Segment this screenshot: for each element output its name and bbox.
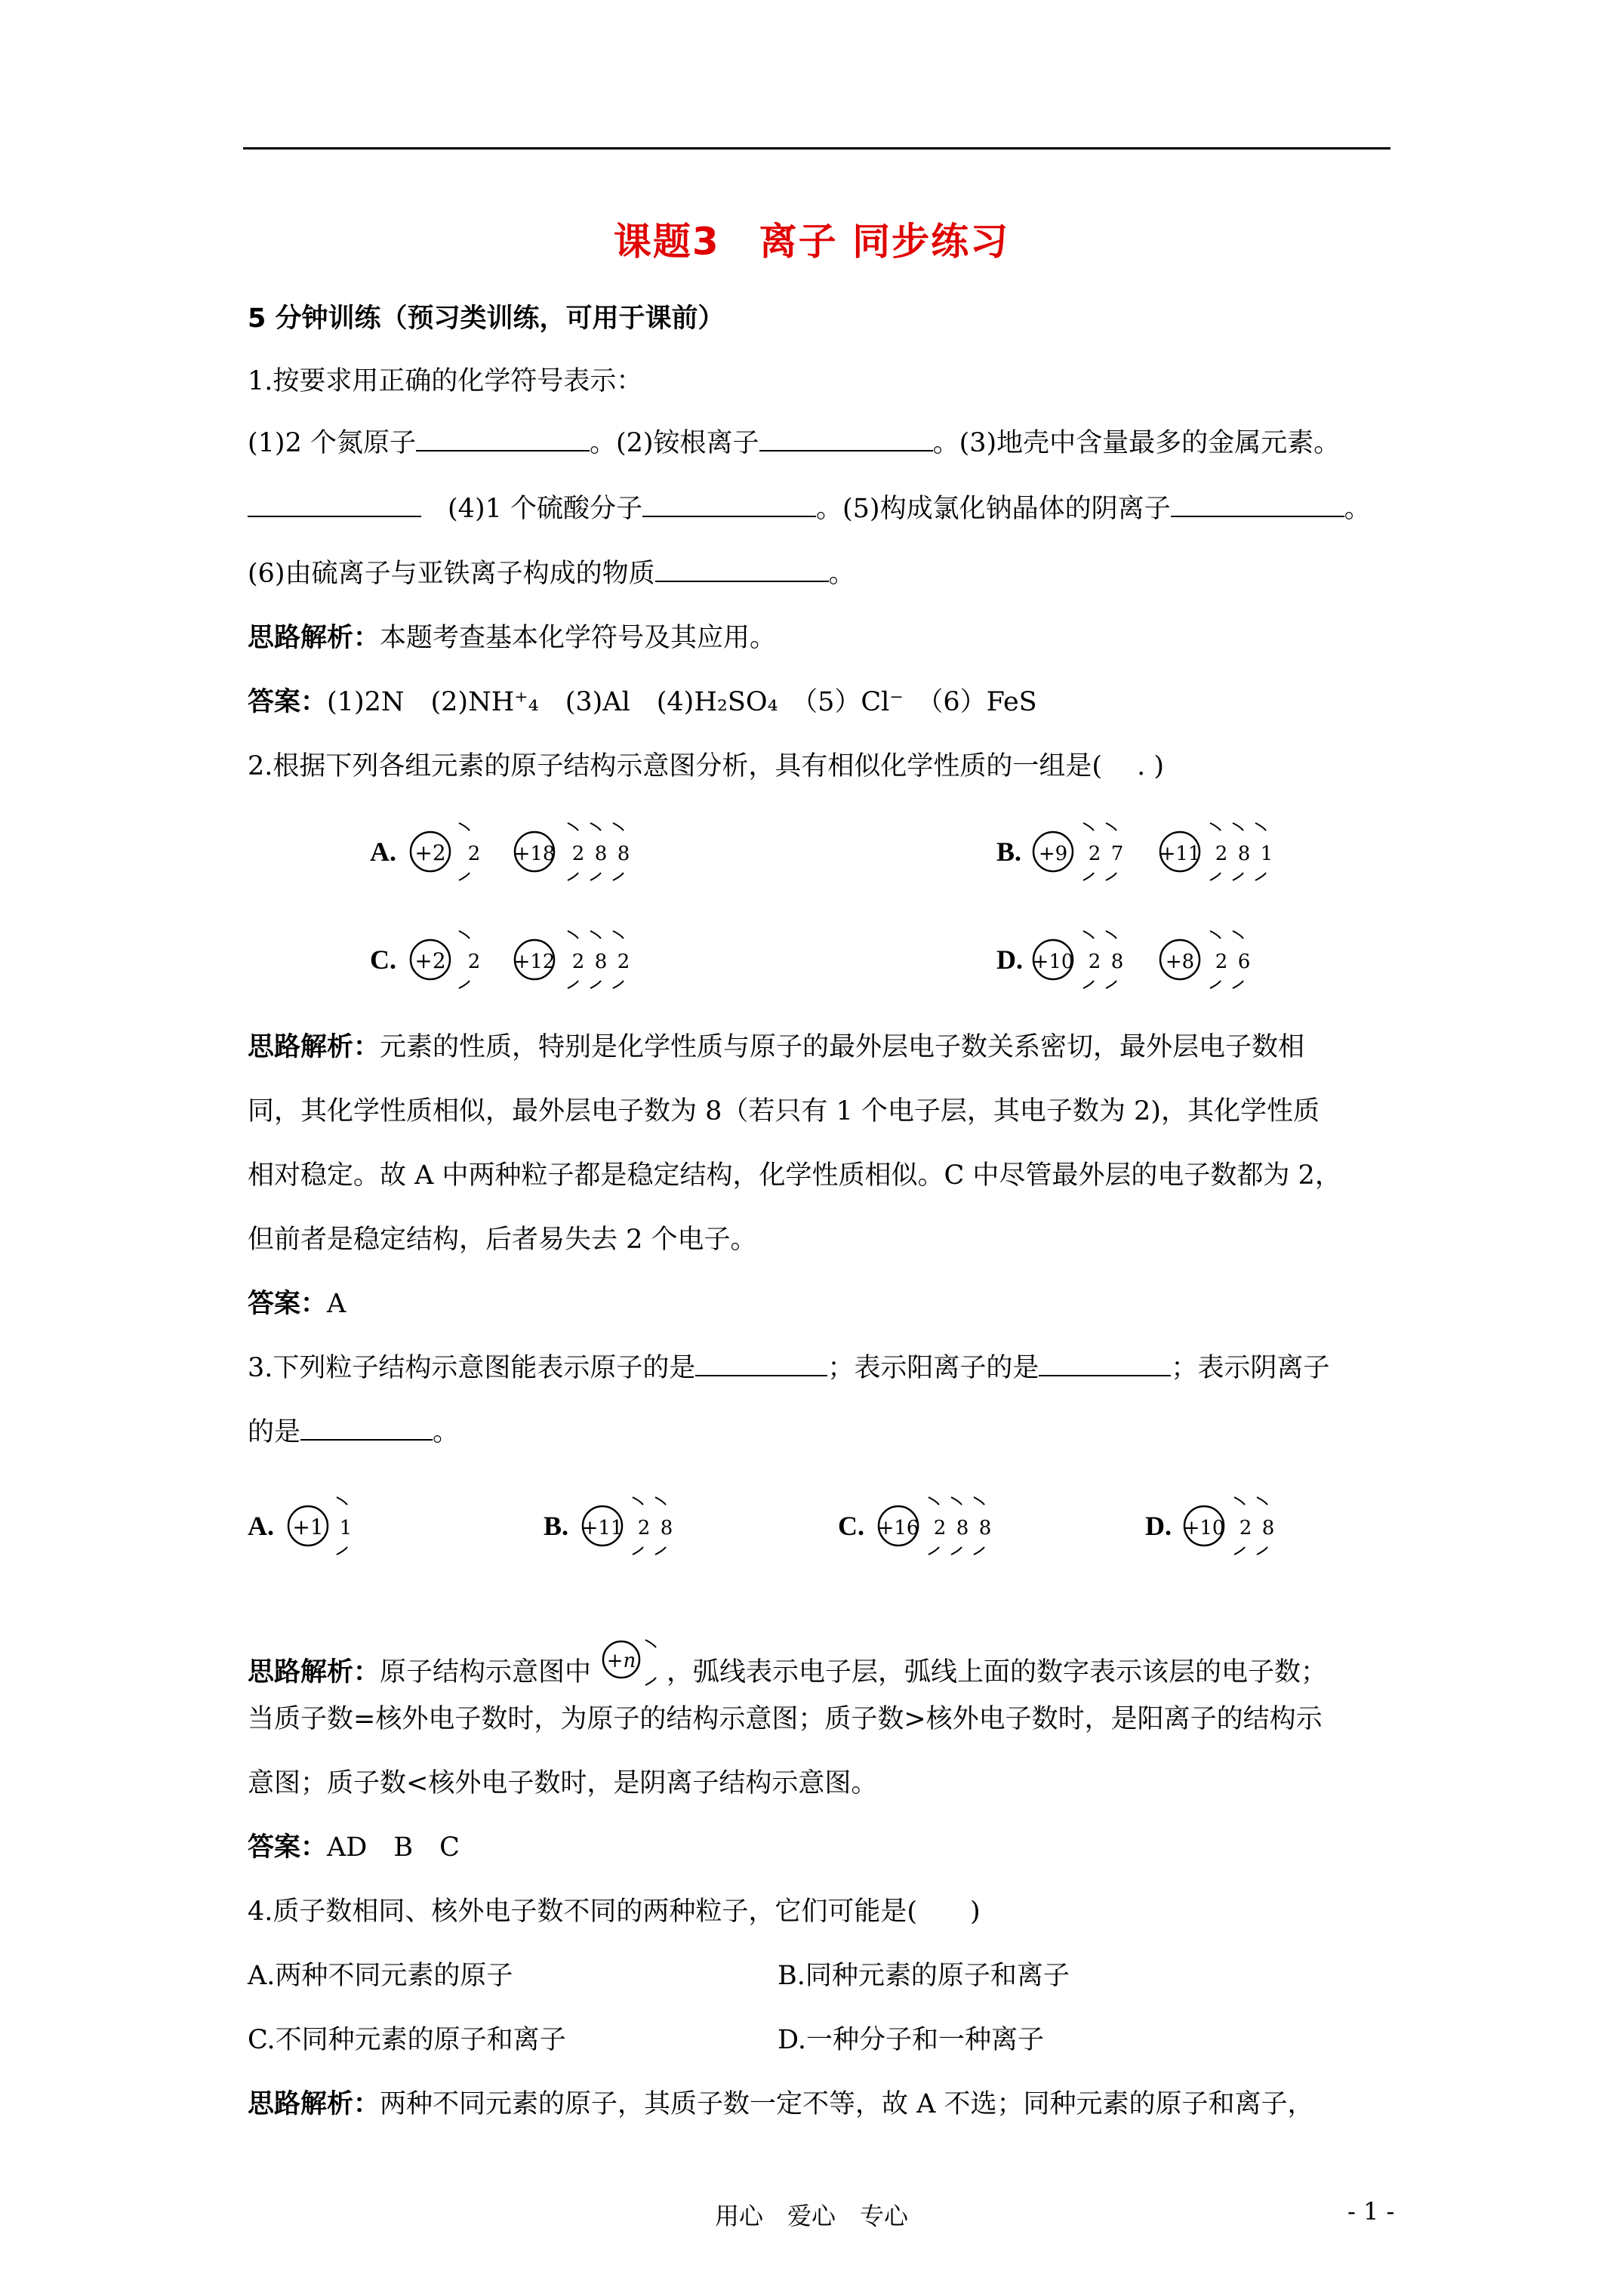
q2-a-atom2-shell1: 2 <box>571 843 585 865</box>
q2-b-atom1-shell2: 7 <box>1110 843 1124 865</box>
q1-stem: 1.按要求用正确的化学符号表示： <box>248 366 643 396</box>
q3-answer: 答案：AD B C <box>248 1832 460 1863</box>
q4-option-b: B.同种元素的原子和离子 <box>778 1961 1070 1991</box>
q2-b-atom2-shell2: 8 <box>1237 843 1251 865</box>
q3-diagrams <box>242 1476 1298 1574</box>
q2-a-atom2-shell3: 8 <box>617 843 630 865</box>
q4-analysis: 思路解析：两种不同元素的原子，其质子数一定不等，故 A 不选；同种元素的原子和离子， <box>248 2089 1314 2119</box>
q4-option-d: D.一种分子和一种离子 <box>778 2025 1044 2055</box>
q2-answer: 答案：A <box>248 1289 346 1319</box>
svg-text:+n: +n <box>606 1650 636 1672</box>
q2-c-atom1-shell1: 2 <box>467 951 481 973</box>
q2-c-atom1-nucleus: +2 <box>414 948 446 973</box>
q3-analysis-line2: 当质子数=核外电子数时，为原子的结构示意图；质子数>核外电子数时，是阳离子的结构示 <box>248 1704 1323 1734</box>
q2-c-atom2-nucleus: +12 <box>513 951 556 973</box>
header-rule <box>243 147 1390 149</box>
q3-analysis-line3: 意图；质子数<核外电子数时，是阴离子结构示意图。 <box>248 1768 878 1798</box>
q2-b-atom1-nucleus: +9 <box>1038 843 1068 865</box>
q2-option-c-label: C. <box>370 945 396 975</box>
q2-d-atom2-shell1: 2 <box>1215 951 1228 973</box>
page-title: 课题3 离子 同步练习 <box>613 220 1010 264</box>
svg-text:C.: C. <box>838 1511 864 1541</box>
q2-c-atom2-shell3: 2 <box>617 951 630 973</box>
q2-b-atom2-nucleus: +11 <box>1159 843 1201 865</box>
q2-a-atom2 <box>514 823 630 880</box>
q3-d-shell2: 8 <box>1261 1517 1275 1539</box>
q3-a-nucleus: +1 <box>292 1515 324 1539</box>
q2-b-atom1 <box>1033 823 1123 880</box>
q2-analysis-line4: 但前者是稳定结构，后者易失去 2 个电子。 <box>248 1225 757 1255</box>
q2-d-atom2 <box>1160 931 1250 988</box>
q3-c-nucleus: +16 <box>877 1517 919 1539</box>
q3-b-nucleus: +11 <box>581 1517 624 1539</box>
q3-b-shell1: 2 <box>637 1517 651 1539</box>
q2-option-d-label: D. <box>996 945 1023 975</box>
q3-option-a <box>248 1497 352 1555</box>
q3-c-shell3: 8 <box>978 1517 992 1539</box>
q2-b-atom1-shell1: 2 <box>1088 843 1101 865</box>
svg-text:D.: D. <box>1145 1511 1172 1541</box>
q4-stem: 4.质子数相同、核外电子数不同的两种粒子，它们可能是( ) <box>248 1897 981 1927</box>
q4-option-a: A.两种不同元素的原子 <box>248 1961 513 1991</box>
q2-d-atom1 <box>1033 931 1124 988</box>
q3-c-shell1: 2 <box>933 1517 947 1539</box>
q2-b-atom2-shell1: 2 <box>1215 843 1228 865</box>
q2-option-b-label: B. <box>996 837 1022 867</box>
q1-line2: (4)1 个硫酸分子 。(5)构成氯化钠晶体的阴离子 。 <box>248 492 1371 525</box>
q2-c-atom2 <box>514 931 630 988</box>
q1-line3: (6)由硫离子与亚铁离子构成的物质 。 <box>248 559 855 589</box>
q3-stem-line1: 3.下列粒子结构示意图能表示原子的是 ；表示阳离子的是 ；表示阴离子 <box>248 1353 1330 1383</box>
page-number: - 1 - <box>1347 2197 1395 2226</box>
q2-analysis-line3: 相对稳定。故 A 中两种粒子都是稳定结构，化学性质相似。C 中尽管最外层的电子数都为 2， <box>248 1160 1341 1191</box>
q2-c-atom2-shell1: 2 <box>571 951 585 973</box>
q3-c-shell2: 8 <box>956 1517 969 1539</box>
q2-d-atom1-shell1: 2 <box>1088 951 1101 973</box>
q4-option-c: C.不同种元素的原子和离子 <box>248 2025 566 2055</box>
q2-analysis-line2: 同，其化学性质相似，最外层电子数为 8（若只有 1 个电子层，其电子数为 2)，其化学性质 <box>248 1096 1320 1126</box>
q1-line1: (1)2 个氮原子 。(2)铵根离子 。(3)地壳中含量最多的金属元素。 <box>248 428 1341 458</box>
q1-answer: 答案：(1)2N (2)NH⁺₄ (3)Al (4)H₂SO₄ （5）Cl⁻ （6）FeS <box>248 687 1037 717</box>
q3-d-shell1: 2 <box>1239 1517 1252 1539</box>
q1-analysis: 思路解析：本题考查基本化学符号及其应用。 <box>248 623 777 653</box>
svg-text:A.: A. <box>248 1511 274 1541</box>
q2-a-atom1-shell1: 2 <box>467 843 481 865</box>
q2-a-atom1 <box>411 823 480 880</box>
q2-a-atom1-nucleus: +2 <box>414 840 446 865</box>
q2-analysis-line1: 思路解析：元素的性质，特别是化学性质与原子的最外层电子数关系密切，最外层电子数相 <box>248 1032 1305 1062</box>
q2-a-atom2-shell2: 8 <box>594 843 608 865</box>
footer-text: 用心 爱心 专心 <box>714 2202 908 2230</box>
q3-b-shell2: 8 <box>660 1517 673 1539</box>
q2-a-atom2-nucleus: +18 <box>513 843 556 865</box>
q2-d-atom2-shell2: 6 <box>1237 951 1251 973</box>
q2-diagrams <box>355 800 1336 1004</box>
q3-option-c <box>838 1497 991 1555</box>
svg-text:B.: B. <box>544 1511 569 1541</box>
q2-option-a-label: A. <box>370 837 396 867</box>
q2-d-atom2-nucleus: +8 <box>1165 951 1195 973</box>
q3-analysis-line1: 思路解析：原子结构示意图中 +n ，弧线表示电子层，弧线上面的数字表示该层的电子数； <box>248 1638 1327 1691</box>
q3-a-shell1: 1 <box>339 1517 353 1539</box>
q2-b-atom2-shell3: 1 <box>1260 843 1273 865</box>
q2-b-atom2 <box>1160 823 1273 880</box>
q2-d-atom1-shell2: 8 <box>1110 951 1124 973</box>
q2-d-atom1-nucleus: +10 <box>1032 951 1074 973</box>
q2-c-atom2-shell2: 8 <box>594 951 608 973</box>
q2-c-atom1 <box>411 931 480 988</box>
q3-stem-line2: 的是 。 <box>248 1417 460 1447</box>
q2-stem: 2.根据下列各组元素的原子结构示意图分析，具有相似化学性质的一组是( . ) <box>248 751 1165 781</box>
q3-d-nucleus: +10 <box>1183 1517 1225 1539</box>
q3-option-d <box>1145 1497 1274 1555</box>
section-heading: 5 分钟训练（预习类训练，可用于课前） <box>248 304 725 334</box>
q3-nucleus-symbol <box>591 1638 667 1691</box>
q3-option-b <box>544 1497 673 1555</box>
